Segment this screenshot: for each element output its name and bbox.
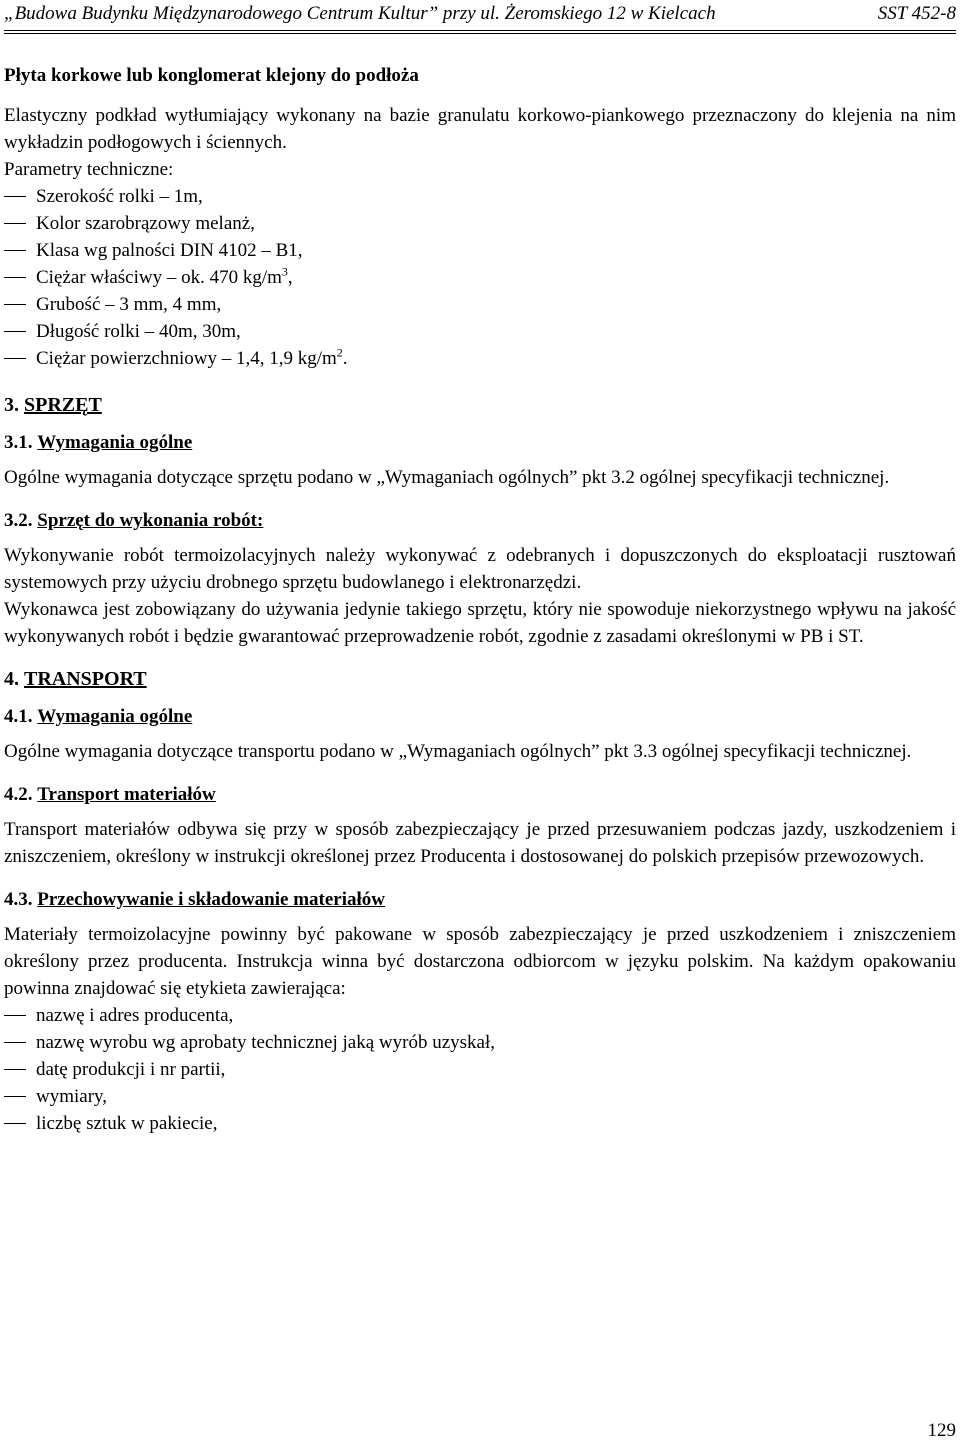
label-contents-list — [4, 1002, 956, 1137]
heading-3-2: 3.2. Sprzęt do wykonania robót: — [4, 510, 264, 531]
paragraph-3-2-a: Wykonywanie robót termoizolacyjnych należy wykonywać z odebranych i dopuszczonych do eksploatacji rusztowań systemowych przy użyciu drobnego sprzętu budowlanego i elektronarzędzi. — [4, 545, 956, 593]
list-item: Grubość – 3 mm, 4 mm, — [4, 291, 956, 318]
page-number: 129 — [927, 1420, 956, 1441]
header-rule-double — [4, 33, 956, 34]
header-title: „Budowa Budynku Międzynarodowego Centrum Kultur” przy ul. Żeromskiego 12 w Kielcach — [4, 3, 716, 24]
paragraph-4-1: Ogólne wymagania dotyczące transportu podano w „Wymaganiach ogólnych” pkt 3.3 ogólnej specyfikacji technicznej. — [4, 741, 912, 762]
list-item: datę produkcji i nr partii, — [4, 1056, 956, 1083]
params-label: Parametry techniczne: — [4, 159, 174, 180]
list-item: nazwę i adres producenta, — [4, 1002, 956, 1029]
header-doc-code: SST 452-8 — [877, 3, 956, 24]
page-header — [4, 2, 956, 28]
list-item: Ciężar właściwy – ok. 470 $kg/m^3$, — [4, 264, 956, 291]
heading-section-4: 4. TRANSPORT — [4, 668, 147, 690]
document-body — [4, 62, 956, 1137]
list-item: Klasa wg palności DIN 4102 – B1, — [4, 237, 956, 264]
heading-4-3: 4.3. Przechowywanie i składowanie materiałów — [4, 889, 386, 910]
list-item: nazwę wyrobu wg aprobaty technicznej jaką wyrób uzyskał, — [4, 1029, 956, 1056]
list-item: liczbę sztuk w pakiecie, — [4, 1110, 956, 1137]
heading-section-3: 3. SPRZĘT — [4, 394, 102, 416]
header-rule — [4, 30, 956, 31]
paragraph-3-2-b: Wykonawca jest zobowiązany do używania jedynie takiego sprzętu, który nie spowoduje niekorzystnego wpływu na jakość wykonywanych robót i będzie gwarantować przeprowadzenie robót, zgodnie z zasadami określonymi w PB i ST. — [4, 599, 956, 647]
paragraph-4-3: Materiały termoizolacyjne powinny być pakowane w sposób zabezpieczający je przed uszkodzeniem i zniszczeniem określony przez producenta. Instrukcja winna być dostarczona odbiorcom w języku polskim. Na każdym opakowaniu powinna znajdować się etykieta zawierająca: — [4, 924, 956, 999]
paragraph-plyta-description: Elastyczny podkład wytłumiający wykonany na bazie granulatu korkowo-piankowego przeznaczony do klejenia na nim wykładzin podłogowych i ściennych. — [4, 105, 956, 153]
list-item: Kolor szarobrązowy melanż, — [4, 210, 956, 237]
paragraph-4-2: Transport materiałów odbywa się przy w sposób zabezpieczający je przed przesuwaniem podczas jazdy, uszkodzeniem i zniszczeniem, określony w instrukcji określonej przez Producenta i dostosowanej do polskich przepisów przewozowych. — [4, 819, 956, 867]
params-list — [4, 183, 956, 372]
heading-4-2: 4.2. Transport materiałów — [4, 784, 216, 805]
heading-3-1: 3.1. Wymagania ogólne — [4, 432, 193, 453]
list-item: Długość rolki – 40m, 30m, — [4, 318, 956, 345]
list-item: Ciężar powierzchniowy – 1,4, 1,9 $kg/m^2$. — [4, 345, 956, 372]
section-title-plyta: Płyta korkowe lub konglomerat klejony do podłoża — [4, 65, 419, 86]
list-item: wymiary, — [4, 1083, 956, 1110]
heading-4-1: 4.1. Wymagania ogólne — [4, 706, 193, 727]
paragraph-3-1: Ogólne wymagania dotyczące sprzętu podano w „Wymaganiach ogólnych” pkt 3.2 ogólnej specyfikacji technicznej. — [4, 467, 890, 488]
list-item: Szerokość rolki – 1m, — [4, 183, 956, 210]
